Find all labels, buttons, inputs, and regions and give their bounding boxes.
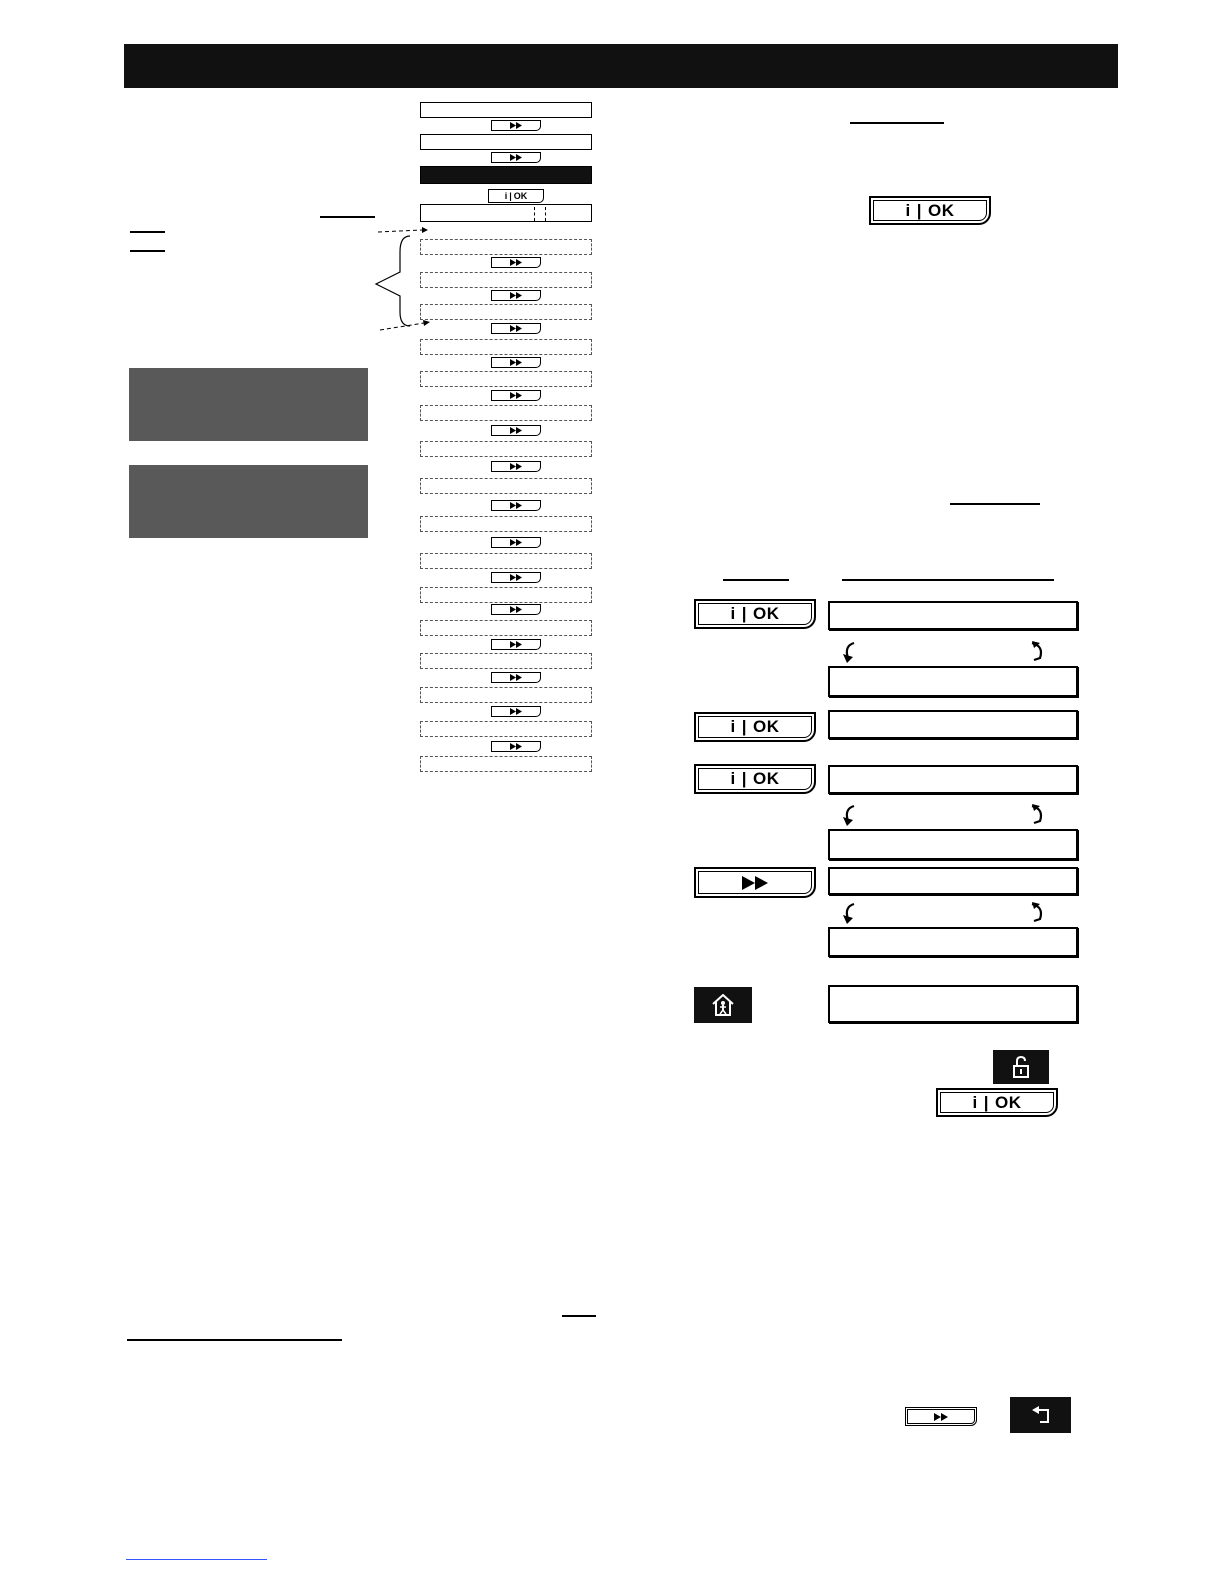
header-bar [124, 44, 1118, 88]
option-line [420, 239, 592, 255]
fast-forward-icon [934, 1413, 948, 1421]
fast-forward-icon [510, 427, 522, 434]
fast-forward-icon [510, 743, 522, 750]
ok-label: OK [753, 717, 780, 736]
next-button[interactable] [491, 357, 541, 368]
next-button[interactable] [491, 461, 541, 472]
option-line [420, 478, 592, 494]
next-button[interactable] [491, 152, 541, 163]
fast-forward-icon [510, 259, 522, 266]
option-line [420, 441, 592, 457]
display-screen [828, 666, 1078, 697]
option-line [420, 272, 592, 288]
fast-forward-icon [510, 122, 522, 129]
underline [850, 122, 944, 124]
next-button[interactable] [491, 672, 541, 683]
option-line [420, 516, 592, 532]
fast-forward-icon [510, 674, 522, 681]
home-button[interactable] [694, 987, 752, 1023]
curved-arrow-right-icon [1028, 901, 1048, 925]
ok-button[interactable]: i | OK [694, 599, 816, 629]
cursor-marker [534, 207, 546, 221]
ok-button[interactable]: i | OK [488, 189, 544, 203]
curved-arrow-right-icon [1028, 640, 1048, 664]
info-glyph: i [504, 191, 508, 201]
display-screen [828, 710, 1078, 739]
next-button[interactable] [694, 867, 816, 898]
fast-forward-icon [510, 502, 522, 509]
return-arrow-icon [1030, 1406, 1052, 1424]
curved-arrow-left-icon [840, 640, 860, 664]
column-header-rule [842, 579, 1054, 581]
next-button[interactable] [491, 290, 541, 301]
underline [130, 231, 165, 233]
next-button[interactable] [491, 390, 541, 401]
option-line [420, 371, 592, 387]
next-button[interactable] [491, 323, 541, 334]
option-line [420, 304, 592, 320]
option-line [420, 620, 592, 636]
info-glyph: i [730, 717, 736, 736]
underline [130, 250, 165, 252]
home-person-icon [712, 994, 734, 1016]
display-line-edit [420, 204, 592, 222]
next-button[interactable] [491, 537, 541, 548]
ok-label: OK [928, 200, 955, 220]
next-button[interactable] [491, 120, 541, 131]
display-screen [828, 927, 1078, 957]
note-panel [129, 368, 368, 441]
ok-label: OK [753, 769, 780, 788]
fast-forward-icon [510, 392, 522, 399]
next-button[interactable] [491, 639, 541, 650]
column-header-rule [723, 579, 789, 581]
ok-label: OK [995, 1092, 1022, 1112]
padlock-open-icon [1013, 1056, 1029, 1078]
fast-forward-icon [510, 641, 522, 648]
fast-forward-icon [742, 876, 768, 890]
display-screen [828, 829, 1078, 860]
fast-forward-icon [510, 359, 522, 366]
fast-forward-icon [510, 539, 522, 546]
note-panel [129, 465, 368, 538]
underline [562, 1315, 596, 1317]
display-line-selected [420, 166, 592, 184]
option-line [420, 339, 592, 355]
next-button[interactable] [491, 425, 541, 436]
option-line [420, 653, 592, 669]
underline [320, 216, 375, 218]
fast-forward-icon [510, 325, 522, 332]
display-screen [828, 985, 1078, 1023]
option-line [420, 721, 592, 737]
next-button[interactable] [491, 257, 541, 268]
ok-button[interactable]: i | OK [869, 196, 991, 225]
next-button[interactable] [905, 1407, 977, 1426]
option-line [420, 687, 592, 703]
info-glyph: i [905, 200, 911, 220]
next-button[interactable] [491, 604, 541, 615]
display-line-1 [420, 102, 592, 118]
display-screen [828, 867, 1078, 895]
info-glyph: i [730, 769, 736, 788]
option-line [420, 553, 592, 569]
fast-forward-icon [510, 708, 522, 715]
underline [950, 503, 1040, 505]
display-line-2 [420, 134, 592, 150]
link-underline[interactable] [126, 1559, 267, 1560]
ok-label: OK [753, 604, 780, 623]
ok-button[interactable]: i | OK [936, 1088, 1058, 1117]
fast-forward-icon [510, 606, 522, 613]
ok-label: OK [513, 191, 528, 201]
underline [127, 1339, 342, 1341]
curved-arrow-left-icon [840, 901, 860, 925]
fast-forward-icon [510, 574, 522, 581]
ok-button[interactable]: i | OK [694, 712, 816, 742]
curved-arrow-left-icon [840, 803, 860, 827]
flow-connectors [370, 222, 435, 334]
info-glyph: i [730, 604, 736, 623]
fast-forward-icon [510, 463, 522, 470]
fast-forward-icon [510, 154, 522, 161]
option-line [420, 587, 592, 603]
next-button[interactable] [491, 741, 541, 752]
info-glyph: i [972, 1092, 978, 1112]
display-screen [828, 765, 1078, 794]
curved-arrow-right-icon [1028, 803, 1048, 827]
back-button[interactable] [1010, 1397, 1071, 1433]
display-screen [828, 601, 1078, 630]
next-button[interactable] [491, 572, 541, 583]
option-line [420, 405, 592, 421]
option-line [420, 756, 592, 772]
fast-forward-icon [510, 292, 522, 299]
unlock-button[interactable] [993, 1050, 1049, 1084]
next-button[interactable] [491, 706, 541, 717]
ok-button[interactable]: i | OK [694, 764, 816, 794]
next-button[interactable] [491, 500, 541, 511]
